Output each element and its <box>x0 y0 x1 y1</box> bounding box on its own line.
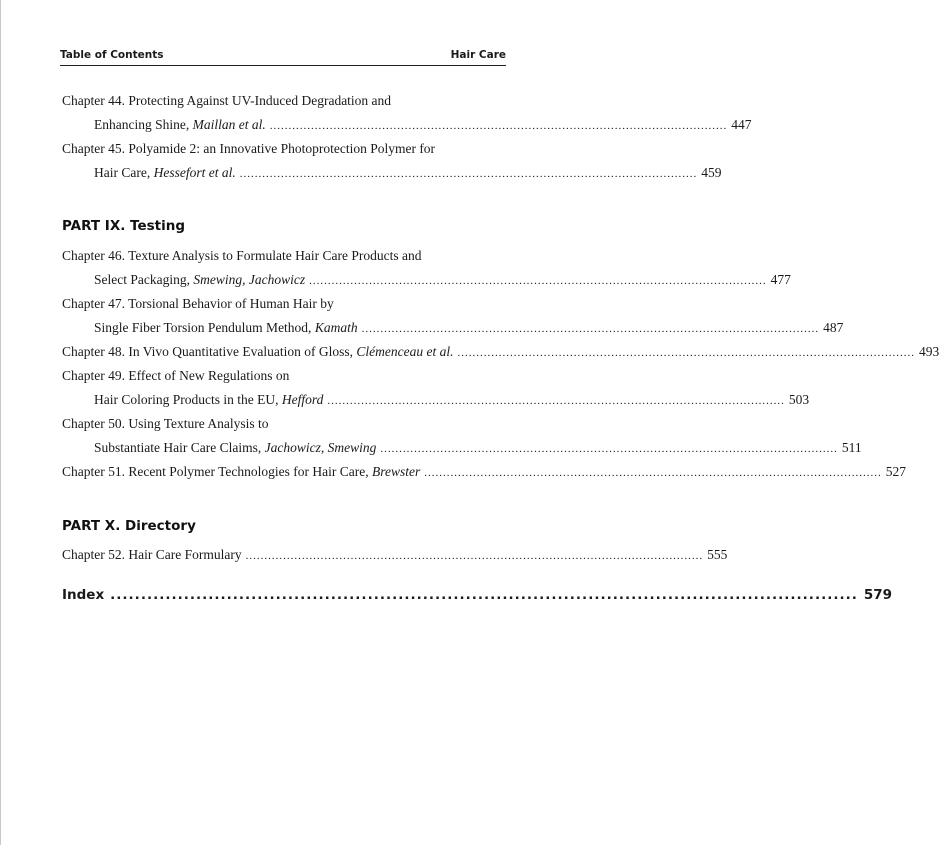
entry-title-line: Chapter 50. Using Texture Analysis to <box>62 416 269 431</box>
toc-entry-chapter-47[interactable] <box>62 292 844 340</box>
part-heading-directory: PART X. Directory <box>62 518 196 534</box>
entry-title-line: Chapter 46. Texture Analysis to Formulate Hair Care Products and <box>62 248 422 263</box>
entry-title-cont: Substantiate Hair Care Claims, <box>94 440 265 455</box>
entry-page: 487 <box>823 320 844 335</box>
toc-entry-chapter-48[interactable] <box>62 340 939 364</box>
entry-title-cont: Hair Care, <box>94 165 154 180</box>
entry-title-cont: Select Packaging, <box>94 272 194 287</box>
entry-title-line: Chapter 52. Hair Care Formulary <box>62 547 242 562</box>
toc-entry-chapter-50[interactable] <box>62 412 862 460</box>
entry-page: 459 <box>701 165 722 180</box>
entry-title-cont: Single Fiber Torsion Pendulum Method, <box>94 320 315 335</box>
index-page: 579 <box>863 587 893 603</box>
leader-dots: .......................................................................................................................... <box>239 168 698 180</box>
entry-title-line: Chapter 48. In Vivo Quantitative Evaluation of Gloss, <box>62 344 357 359</box>
header-left: Table of Contents <box>60 49 164 61</box>
index-label: Index <box>62 587 105 603</box>
leader-dots: .......................................................................................................................... <box>424 467 882 479</box>
entry-title-line: Chapter 47. Torsional Behavior of Human Hair by <box>62 296 334 311</box>
entry-title-line: Chapter 49. Effect of New Regulations on <box>62 368 290 383</box>
entry-title-line: Chapter 44. Protecting Against UV-Induced Degradation and <box>62 93 392 108</box>
leader-dots: .......................................................................................................................... <box>380 443 838 455</box>
running-header <box>60 48 506 66</box>
entry-author: Clémenceau et al. <box>356 344 454 359</box>
entry-page: 493 <box>918 344 939 359</box>
toc-entry-chapter-44[interactable] <box>62 89 752 137</box>
leader-dots: .......................................................................................................................... <box>361 323 820 335</box>
leader-dots: .......................................................................................................................... <box>309 275 767 287</box>
entry-author: Smewing, Jachowicz <box>193 272 306 287</box>
entry-author: Maillan et al. <box>192 117 266 132</box>
entry-title-line: Chapter 45. Polyamide 2: an Innovative Photoprotection Polymer for <box>62 141 436 156</box>
leader-dots: .......................................................................................................................... <box>110 587 858 603</box>
leader-dots: .......................................................................................................................... <box>457 347 915 359</box>
toc-entry-chapter-52[interactable] <box>62 543 728 567</box>
entry-page: 503 <box>788 392 810 407</box>
toc-entry-chapter-51[interactable] <box>62 460 906 484</box>
toc-entry-chapter-49[interactable] <box>62 364 810 412</box>
entry-title-cont: Hair Coloring Products in the EU, <box>94 392 282 407</box>
toc-entry-chapter-45[interactable] <box>62 137 722 185</box>
leader-dots: .......................................................................................................................... <box>245 550 704 562</box>
entry-page: 527 <box>885 464 906 479</box>
entry-author: Jachowicz, Smewing <box>264 440 377 455</box>
entry-page: 447 <box>731 117 752 132</box>
entry-title-line: Chapter 51. Recent Polymer Technologies for Hair Care, <box>62 464 372 479</box>
leader-dots: .......................................................................................................................... <box>327 395 785 407</box>
toc-entry-index[interactable] <box>62 584 893 606</box>
entry-author: Kamath <box>314 320 358 335</box>
entry-author: Hefford <box>281 392 324 407</box>
entry-page: 511 <box>841 440 862 455</box>
entry-page: 477 <box>770 272 791 287</box>
page-edge <box>0 0 1 845</box>
entry-page: 555 <box>707 547 728 562</box>
entry-author: Hessefort et al. <box>153 165 236 180</box>
part-heading-testing: PART IX. Testing <box>62 218 186 234</box>
entry-title-cont: Enhancing Shine, <box>94 117 193 132</box>
toc-entry-chapter-46[interactable] <box>62 244 791 292</box>
leader-dots: .......................................................................................................................... <box>269 120 728 132</box>
entry-author: Brewster <box>371 464 421 479</box>
header-right: Hair Care <box>450 49 506 61</box>
